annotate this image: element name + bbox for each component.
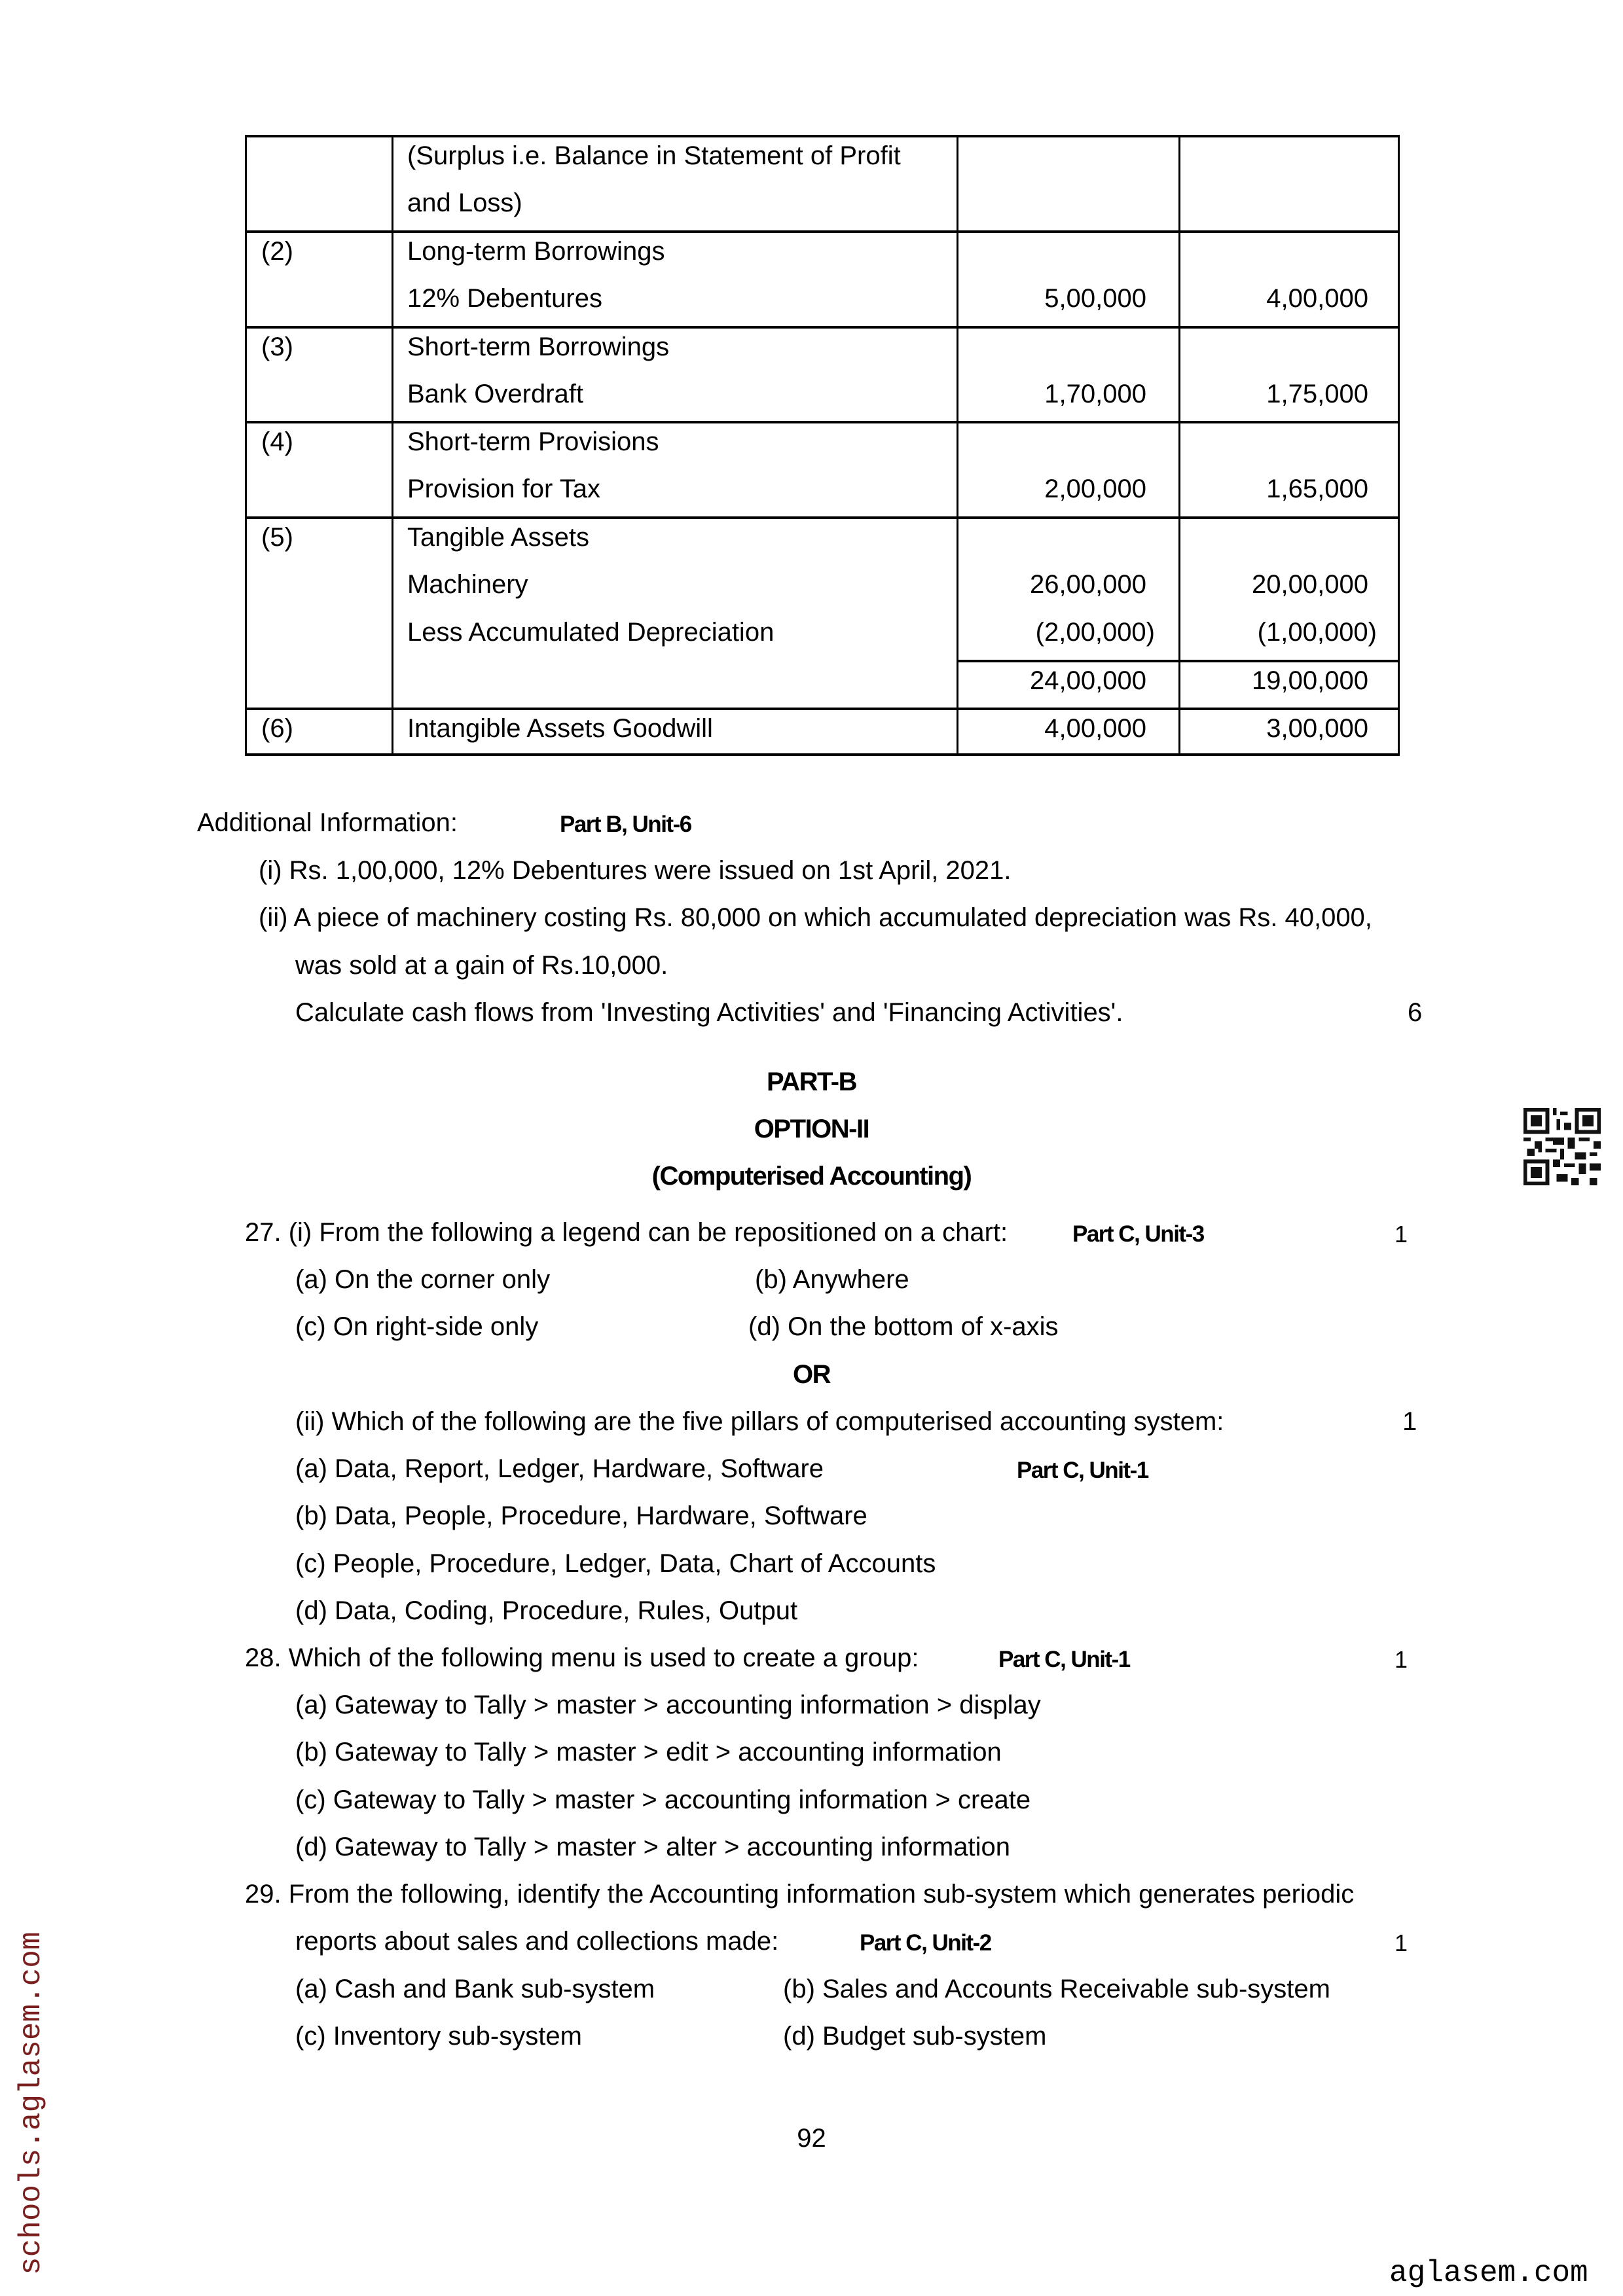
option-a: (a) On the corner only [295,1265,551,1294]
question-27-stem: 27. (i) From the following a legend can be repositioned on a chart: [245,1218,1008,1247]
option-a: (a) Gateway to Tally > master > accounting information > display [295,1691,1041,1719]
current-year-amount: 2,00,000 [1044,475,1146,503]
particulars-text: Provision for Tax [407,475,600,503]
qr-code-icon [1523,1108,1601,1185]
column-divider [1178,135,1180,755]
note-number: (3) [261,332,293,361]
marks: 1 [1395,1646,1408,1673]
note-number: (5) [261,523,293,552]
or-separator: OR [793,1360,830,1389]
current-year-amount: 1,70,000 [1044,380,1146,408]
option-c: (c) People, Procedure, Ledger, Data, Chart of Accounts [295,1549,936,1578]
note-number: (4) [261,427,293,456]
current-year-amount: 4,00,000 [1044,714,1146,743]
column-divider [957,135,958,755]
previous-year-subtotal: 19,00,000 [1252,666,1368,695]
option-b: (b) Gateway to Tally > master > edit > accounting information [295,1738,1002,1767]
table-border-left [245,135,247,755]
current-year-amount: (2,00,000) [1035,618,1155,647]
particulars-text: Tangible Assets [407,523,589,552]
current-year-amount: 5,00,000 [1044,284,1146,313]
option-c: (c) On right-side only [295,1312,539,1341]
question-28-stem: 28. Which of the following menu is used to create a group: [245,1643,919,1672]
previous-year-amount: (1,00,000) [1257,618,1377,647]
table-border-top [245,135,1400,137]
row-divider [245,230,1400,233]
section-option-title: OPTION-II [754,1115,869,1143]
option-d: (d) Budget sub-system [783,2022,1047,2051]
syllabus-tag: Part C, Unit-3 [1072,1221,1204,1247]
particulars-text: and Loss) [407,188,522,217]
particulars-text: Short-term Provisions [407,427,659,456]
section-subject-title: (Computerised Accounting) [651,1162,972,1191]
row-divider [245,326,1400,329]
marks: 1 [1395,1929,1408,1956]
previous-year-amount: 4,00,000 [1266,284,1368,313]
option-d: (d) Data, Coding, Procedure, Rules, Output [295,1596,798,1625]
previous-year-amount: 20,00,000 [1252,570,1368,599]
note-number: (2) [261,237,293,266]
previous-year-amount: 3,00,000 [1266,714,1368,743]
syllabus-tag: Part C, Unit-1 [1017,1458,1148,1483]
note-number: (6) [261,714,293,743]
option-a: (a) Cash and Bank sub-system [295,1975,655,2003]
marks: 6 [1408,998,1423,1027]
balance-sheet-notes-table [245,135,1400,755]
particulars-text: Long-term Borrowings [407,237,665,266]
row-divider [245,421,1400,423]
question-29-stem-cont: reports about sales and collections made: [295,1927,779,1956]
column-divider [392,135,393,755]
additional-info-heading: Additional Information: [197,808,458,837]
option-c: (c) Inventory sub-system [295,2022,582,2051]
particulars-text: Bank Overdraft [407,380,584,408]
option-c: (c) Gateway to Tally > master > accounting information > create [295,1785,1031,1814]
current-year-subtotal: 24,00,000 [1030,666,1146,695]
option-b: (b) Data, People, Procedure, Hardware, Software [295,1501,867,1530]
question-29-stem: 29. From the following, identify the Accounting information sub-system which generates periodic [245,1880,1355,1909]
table-border-right [1398,135,1400,755]
marks: 1 [1402,1407,1417,1436]
page-number: 92 [797,2124,826,2153]
particulars-text: 12% Debentures [407,284,602,313]
syllabus-tag: Part B, Unit-6 [560,812,691,837]
option-b: (b) Sales and Accounts Receivable sub-system [783,1975,1330,2003]
syllabus-tag: Part C, Unit-1 [998,1647,1130,1672]
previous-year-amount: 1,65,000 [1266,475,1368,503]
syllabus-tag: Part C, Unit-2 [860,1930,991,1956]
particulars-text: Machinery [407,570,528,599]
option-b: (b) Anywhere [755,1265,909,1294]
additional-info-item: (i) Rs. 1,00,000, 12% Debentures were issued on 1st April, 2021. [259,856,1012,885]
additional-info-item: (ii) A piece of machinery costing Rs. 80,000 on which accumulated depreciation was Rs. 40,000, [259,903,1372,932]
option-d: (d) Gateway to Tally > master > alter > accounting information [295,1833,1011,1861]
additional-info-item: was sold at a gain of Rs.10,000. [295,951,668,980]
watermark-left: schools.aglasem.com [14,1931,48,2275]
previous-year-amount: 1,75,000 [1266,380,1368,408]
row-divider [245,516,1400,519]
section-part-title: PART-B [767,1067,856,1096]
particulars-text: Intangible Assets Goodwill [407,714,713,743]
current-year-amount: 26,00,000 [1030,570,1146,599]
option-a: (a) Data, Report, Ledger, Hardware, Software [295,1454,824,1483]
table-border-bottom [245,753,1400,756]
particulars-text: Short-term Borrowings [407,332,670,361]
particulars-text: (Surplus i.e. Balance in Statement of Profit [407,141,901,170]
particulars-text: Less Accumulated Depreciation [407,618,775,647]
marks: 1 [1395,1221,1408,1247]
watermark-right: aglasem.com [1389,2256,1588,2290]
question-27-alt-stem: (ii) Which of the following are the five pillars of computerised accounting system: [295,1407,1224,1436]
row-divider [245,708,1400,710]
question-instruction: Calculate cash flows from 'Investing Activities' and 'Financing Activities'. [295,998,1123,1027]
option-d: (d) On the bottom of x-axis [748,1312,1059,1341]
